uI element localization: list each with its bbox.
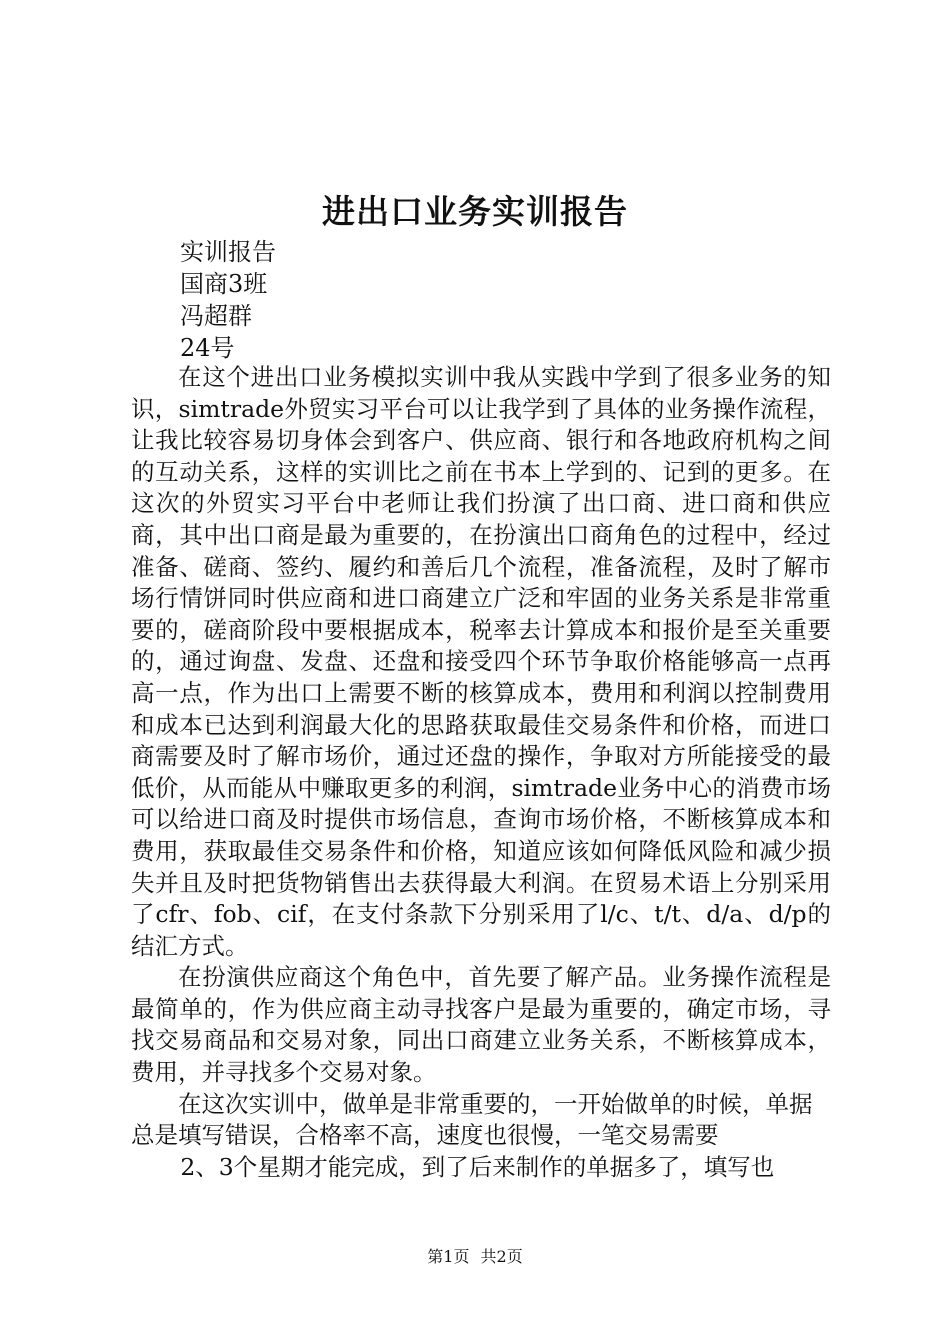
- paragraph-exporter-role: 在这个进出口业务模拟实训中我从实践中学到了很多业务的知识，simtrade外贸实习平台可以让我学到了具体的业务操作流程，让我比较容易切身体会到客户、供应商、银行和各地政府机构之间的互动关系，这样的实训比之前在书本上学到的、记到的更多。在这次的外贸实习平台中老师让我们扮演了出口商、进口商和供应商，其中出口商是最为重要的，在扮演出口商角色的过程中，经过准备、磋商、签约、履约和善后几个流程，准备流程，及时了解市场行情饼同时供应商和进口商建立广泛和牢固的业务关系是非常重要的，磋商阶段中要根据成本，税率去计算成本和报价是至关重要的，通过询盘、发盘、还盘和接受四个环节争取价格能够高一点再高一点，作为出口上需要不断的核算成本，费用和利润以控制费用和成本已达到利润最大化的思路获取最佳交易条件和价格，而进口商需要及时了解市场价，通过还盘的操作，争取对方所能接受的最低价，从而能从中赚取更多的利润，simtrade业务中心的消费市场可以给进口商及时提供市场信息，查询市场价格，不断核算成本和费用，获取最佳交易条件和价格，知道应该如何降低风险和减少损失并且及时把货物销售出去获得最大利润。在贸易术语上分别采用了cfr、fob、cif，在支付条款下分别采用了l/c、t/t、d/a、d/p的结汇方式。: [131, 363, 831, 960]
- page-footer: [0, 1244, 950, 1267]
- paragraph-documents: 在这次实训中，做单是非常重要的，一开始做单的时候，单据总是填写错误，合格率不高，速度也很慢，一笔交易需要: [131, 1089, 813, 1150]
- paragraph-supplier-role: 在扮演供应商这个角色中，首先要了解产品。业务操作流程是最简单的，作为供应商主动寻找客户是最为重要的，确定市场，寻找交易商品和交易对象，同出口商建立业务关系，不断核算成本，费用，并寻找多个交易对象。: [131, 963, 831, 1087]
- report-body: [131, 362, 831, 1183]
- report-meta: [180, 236, 276, 364]
- meta-student-number: 24号: [180, 334, 235, 362]
- page-total: 共2页: [480, 1247, 523, 1266]
- meta-author: 冯超群: [180, 302, 252, 330]
- meta-class: 国商3班: [180, 270, 268, 298]
- paragraph-continued: 2、3个星期才能完成，到了后来制作的单据多了，填写也: [180, 1152, 775, 1181]
- page-number: 第1页: [427, 1247, 470, 1266]
- meta-report-type: 实训报告: [180, 238, 276, 266]
- document-title: 进出口业务实训报告: [322, 192, 628, 231]
